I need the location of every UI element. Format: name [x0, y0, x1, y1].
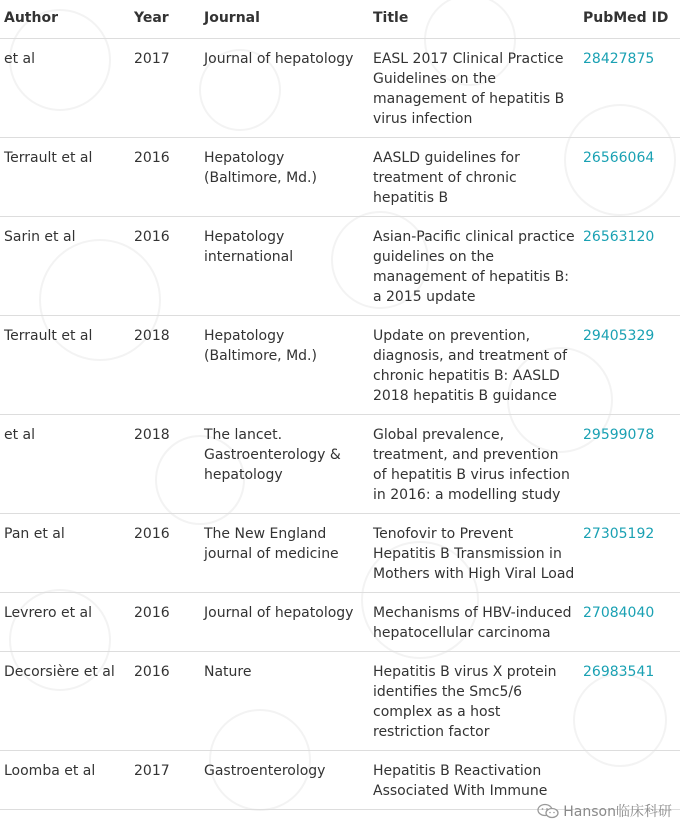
cell-journal: Journal of hepatology [200, 38, 369, 137]
cell-journal: Gastroenterology [200, 750, 369, 809]
cell-author: Terrault et al [0, 137, 130, 216]
cell-pubmed-id [579, 216, 680, 315]
cell-journal: The lancet. Gastroenterology & hepatology [200, 414, 369, 513]
header-year[interactable]: Year [130, 0, 200, 38]
header-author[interactable]: Author [0, 0, 130, 38]
table-row [0, 38, 680, 137]
cell-title: Asian-Pacific clinical practice guidelines on the management of hepatitis B: a 2015 update [369, 216, 579, 315]
cell-journal: Nature [200, 651, 369, 750]
cell-year: 2018 [130, 414, 200, 513]
pubmed-link[interactable]: 26563120 [583, 228, 655, 245]
cell-pubmed-id [579, 137, 680, 216]
cell-year: 2016 [130, 137, 200, 216]
table-header-row [0, 0, 680, 38]
cell-title: Hepatitis B virus X protein identifies the Smc5/6 complex as a host restriction factor [369, 651, 579, 750]
cell-year: 2017 [130, 38, 200, 137]
header-journal[interactable]: Journal [200, 0, 369, 38]
cell-pubmed-id [579, 414, 680, 513]
table-row [0, 137, 680, 216]
table-row [0, 592, 680, 651]
table-row [0, 513, 680, 592]
header-title[interactable]: Title [369, 0, 579, 38]
cell-journal: The New England journal of medicine [200, 513, 369, 592]
pubmed-link[interactable]: 28427875 [583, 50, 655, 67]
cell-author: Pan et al [0, 513, 130, 592]
cell-pubmed-id [579, 513, 680, 592]
cell-author: et al [0, 38, 130, 137]
cell-pubmed-id [579, 592, 680, 651]
cell-title: Global prevalence, treatment, and prevention of hepatitis B virus infection in 2016: a modelling study [369, 414, 579, 513]
table-row [0, 651, 680, 750]
cell-year: 2016 [130, 216, 200, 315]
cell-year: 2016 [130, 651, 200, 750]
pubmed-link[interactable]: 26983541 [583, 663, 655, 680]
cell-journal: Journal of hepatology [200, 592, 369, 651]
pubmed-link[interactable]: 26566064 [583, 149, 655, 166]
cell-journal: Hepatology (Baltimore, Md.) [200, 315, 369, 414]
cell-title: AASLD guidelines for treatment of chronic hepatitis B [369, 137, 579, 216]
wechat-icon [537, 803, 559, 819]
watermark-text: Hanson临床科研 [563, 804, 672, 820]
cell-year: 2017 [130, 750, 200, 809]
cell-author: Loomba et al [0, 750, 130, 809]
pubmed-link[interactable]: 27305192 [583, 525, 655, 542]
cell-author: Sarin et al [0, 216, 130, 315]
cell-author: Decorsière et al [0, 651, 130, 750]
cell-year: 2018 [130, 315, 200, 414]
cell-pubmed-id [579, 315, 680, 414]
cell-title: Mechanisms of HBV-induced hepatocellular carcinoma [369, 592, 579, 651]
cell-author: Levrero et al [0, 592, 130, 651]
cell-pubmed-id [579, 38, 680, 137]
cell-title: Update on prevention, diagnosis, and treatment of chronic hepatitis B: AASLD 2018 hepatitis B guidance [369, 315, 579, 414]
pubmed-link[interactable]: 29405329 [583, 327, 655, 344]
cell-author: et al [0, 414, 130, 513]
pubmed-link[interactable]: 27084040 [583, 604, 655, 621]
cell-pubmed-id [579, 651, 680, 750]
table-row [0, 315, 680, 414]
cell-title: Hepatitis B Reactivation Associated With Immune [369, 750, 579, 809]
cell-journal: Hepatology international [200, 216, 369, 315]
pubmed-link[interactable]: 29599078 [583, 426, 655, 443]
cell-title: EASL 2017 Clinical Practice Guidelines on the management of hepatitis B virus infection [369, 38, 579, 137]
cell-journal: Hepatology (Baltimore, Md.) [200, 137, 369, 216]
cell-author: Terrault et al [0, 315, 130, 414]
header-pubmed-id[interactable]: PubMed ID [579, 0, 680, 38]
table-row [0, 216, 680, 315]
cell-year: 2016 [130, 513, 200, 592]
cell-year: 2016 [130, 592, 200, 651]
table-row [0, 414, 680, 513]
watermark [537, 801, 672, 821]
cell-title: Tenofovir to Prevent Hepatitis B Transmission in Mothers with High Viral Load [369, 513, 579, 592]
